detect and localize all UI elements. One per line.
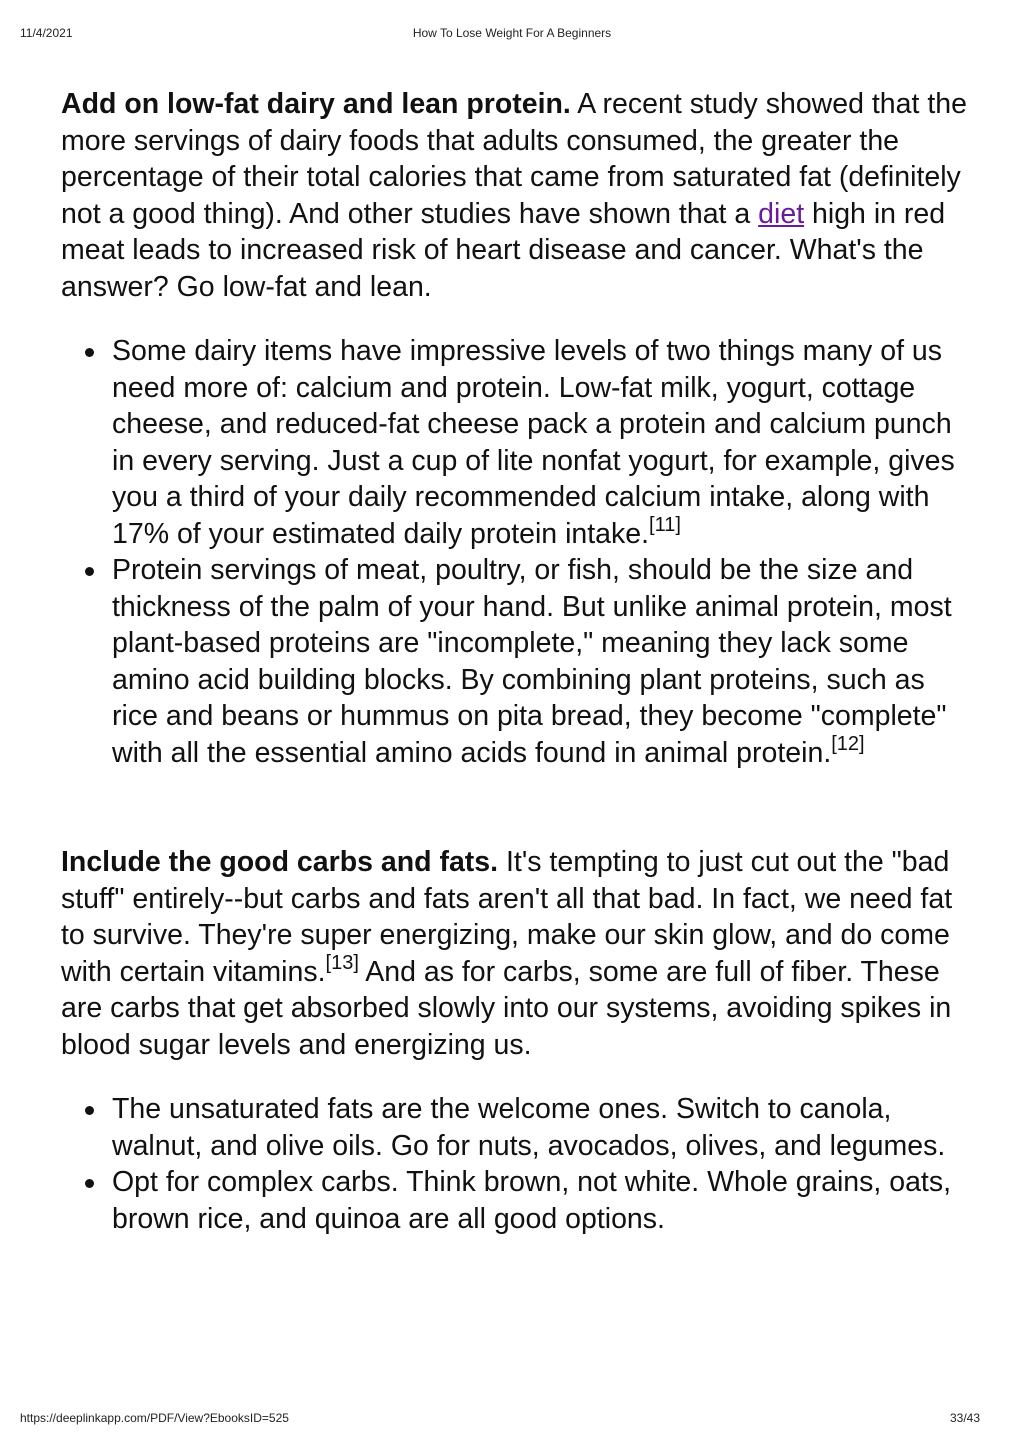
list-item-text: Some dairy items have impressive levels of two things many of us need more of: calcium and protein. Low-fat milk, yogurt, cottage cheese, and reduced-fat cheese pack a protein and calcium punch in every serving. Just a cup of lite nonfat yogurt, for example, gives you a third of your daily recommended calcium intake, along with 17% of your estimated daily protein intake. xyxy=(112,335,955,550)
section-heading: Include the good carbs and fats. xyxy=(61,846,499,878)
print-header xyxy=(0,25,1024,41)
section-spacer xyxy=(61,771,971,844)
list-item-text: Opt for complex carbs. Think brown, not white. Whole grains, oats, brown rice, and quinoa are all good options. xyxy=(112,1166,952,1235)
reference-marker: [11] xyxy=(649,513,681,536)
print-footer xyxy=(0,1410,1024,1426)
print-date: 11/4/2021 xyxy=(20,26,73,40)
paragraph-text: A recent study showed that the more servings of dairy foods that adults consumed, the greater the percentage of their total calories that came from saturated fat (definitely not a good thing). And other studies have shown that a xyxy=(61,88,967,230)
paragraph-text: It's tempting to just cut out the "bad stuff" entirely--but carbs and fats aren't all that bad. In fact, we need fat to survive. They're super energizing, make our skin glow, and do come with certain vitamins. xyxy=(61,846,953,988)
list-item xyxy=(112,552,971,771)
section-carbs-fats-paragraph xyxy=(61,844,971,1063)
carbs-fats-bullet-list xyxy=(61,1091,971,1237)
reference-marker: [13] xyxy=(325,951,359,974)
paragraph-text: And as for carbs, some are full of fiber. These are carbs that get absorbed slowly into our systems, avoiding spikes in blood sugar levels and energizing us. xyxy=(61,955,952,1061)
document-title: How To Lose Weight For A Beginners xyxy=(412,26,612,40)
diet-link[interactable]: diet xyxy=(758,197,805,230)
list-item xyxy=(112,333,971,552)
section-heading: Add on low-fat dairy and lean protein. xyxy=(61,88,571,120)
list-item-text: Protein servings of meat, poultry, or fish, should be the size and thickness of the palm of your hand. But unlike animal protein, most plant-based proteins are "incomplete," meaning they lack some amino acid building blocks. By combining plant proteins, such as rice and beans or hummus on pita bread, they become "complete" with all the essential amino acids found in animal protein. xyxy=(112,554,952,769)
reference-marker: [12] xyxy=(831,732,865,755)
list-item xyxy=(112,1091,971,1164)
paragraph-text: high in red meat leads to increased risk of heart disease and cancer. What's the answer? Go low-fat and lean. xyxy=(61,197,946,303)
page-number: 33/43 xyxy=(949,1411,980,1425)
article-content xyxy=(61,86,971,1237)
section-dairy-protein-paragraph xyxy=(61,86,971,305)
dairy-protein-bullet-list xyxy=(61,333,971,771)
page-url: https://deeplinkapp.com/PDF/View?EbooksID=525 xyxy=(20,1411,289,1425)
list-item xyxy=(112,1164,971,1237)
list-item-text: The unsaturated fats are the welcome ones. Switch to canola, walnut, and olive oils. Go for nuts, avocados, olives, and legumes. xyxy=(112,1093,946,1162)
